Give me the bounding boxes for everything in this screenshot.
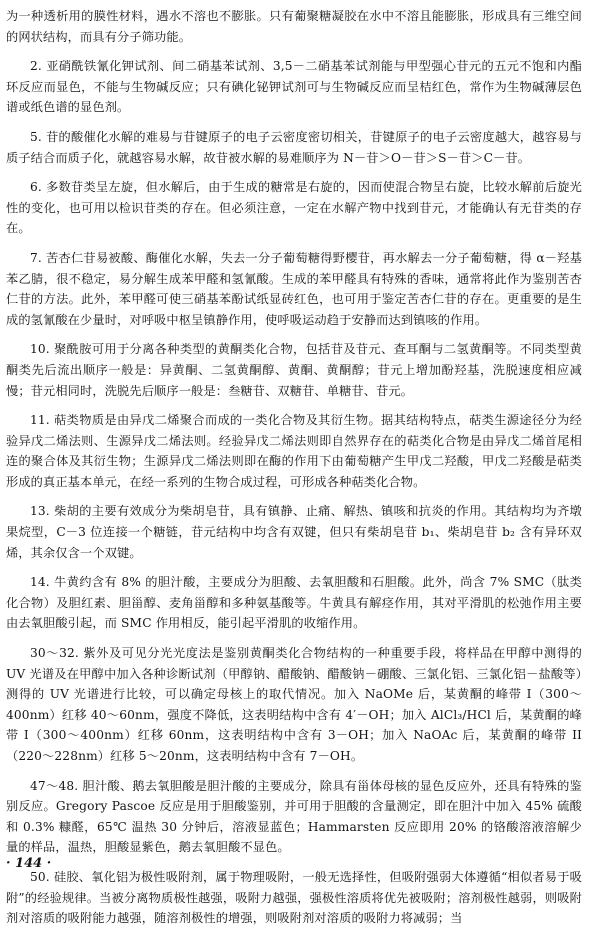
answer-50-explanation: 50. 硅胶、氧化铝为极性吸附剂，属于物理吸附，一般无选择性，但吸附强弱大体遵循“相似者易于吸附”的经验规律。当被分离物质极性越强，吸附力越强，强极性溶质将优先被吸附；溶剂极性越弱，则吸附剂对溶质的吸附能力越强，随溶剂极性的增强，则吸附剂对溶质的吸附力将减弱；当 <box>6 869 582 926</box>
answer-47-48-explanation: 47～48. 胆汁酸、鹅去氧胆酸是胆汁酸的主要成分，除具有甾体母核的显色反应外，还具有特殊的鉴别反应。Gregory Pascoe 反应是用于胆酸鉴别，并可用于胆酸的含量测定，即在胆汁中加入 45% 硫酸和 0.3% 糠醛，65℃ 温热 30 分钟后，溶液显蓝色；Hammarsten 反应即用 20% 的铬酸溶液溶解少量的样品，温热，胆酸显紫色，鹅去氧胆酸不显色。 <box>6 778 582 855</box>
answer-7-explanation: 7. 苦杏仁苷易被酸、酶催化水解，失去一分子葡萄糖得野樱苷，再水解去一分子葡萄糖，得 α－羟基苯乙腈，很不稳定，易分解生成苯甲醛和氢氰酸。生成的苯甲醛具有特殊的香味，通常将此作为鉴别苦杏仁苷的方法。此外，苯甲醛可使三硝基苯酚试纸显砖红色，也可用于鉴定苦杏仁苷的存在。更重要的是生成的氢氰酸在少量时，对呼吸中枢呈镇静作用，使呼吸运动趋于安静而达到镇咳的作用。 <box>6 250 582 327</box>
answer-14-explanation: 14. 牛黄约含有 8% 的胆汁酸，主要成分为胆酸、去氧胆酸和石胆酸。此外，尚含 7% SMC（肽类化合物）及胆红素、胆甾醇、麦角甾醇和多种氨基酸等。牛黄具有解痉作用，其对平滑肌的松弛作用主要由去氧胆酸引起，而 SMC 作用相反，能引起平滑肌的收缩作用。 <box>6 575 582 631</box>
answer-10-explanation: 10. 聚酰胺可用于分离各种类型的黄酮类化合物，包括苷及苷元、查耳酮与二氢黄酮等。不同类型黄酮类先后流出顺序一般是：异黄酮、二氢黄酮醇、黄酮、黄酮醇；苷元上增加酚羟基，洗脱速度相应减慢；苷元相同时，洗脱先后顺序一般是：叁糖苷、双糖苷、单糖苷、苷元。 <box>6 342 582 398</box>
body-text <box>6 6 582 938</box>
answer-5-explanation: 5. 苷的酸催化水解的难易与苷键原子的电子云密度密切相关，苷键原子的电子云密度越大，越容易与质子结合而质子化，就越容易水解，故苷被水解的易难顺序为 N－苷＞O－苷＞S－苷＞C－苷。 <box>6 129 582 165</box>
answer-13-explanation: 13. 柴胡的主要有效成分为柴胡皂苷，具有镇静、止痛、解热、镇咳和抗炎的作用。其结构均为齐墩果烷型，C－3 位连接一个糖链，苷元结构中均含有双键，但只有柴胡皂苷 b₁、柴胡皂苷 b₂ 含有异环双烯，其余仅含一个双键。 <box>6 504 582 560</box>
page-number: · 144 · <box>6 856 52 871</box>
answer-2-explanation: 2. 亚硝酰铁氰化钾试剂、间二硝基苯试剂、3,5－二硝基苯试剂能与甲型强心苷元的五元不饱和内酯环反应而显色，不能与生物碱反应；只有碘化铋钾试剂可与生物碱反应而呈桔红色，常作为生物碱薄层色谱或纸色谱的显色剂。 <box>6 59 582 115</box>
answer-11-explanation: 11. 萜类物质是由异戊二烯聚合而成的一类化合物及其衍生物。据其结构特点，萜类生源途径分为经验异戊二烯法则、生源异戊二烯法则。经验异戊二烯法则即自然界存在的萜类化合物是由异戊二烯首尾相连的聚合体及其衍生物；生源异戊二烯法则即在酶的作用下由葡萄糖产生甲戊二羟酸，甲戊二羟酸是萜类形成的真正基本单元，在经一系列的生物合成过程，可形成各种萜类化合物。 <box>6 413 582 489</box>
paragraph-continuation: 为一种透析用的膜性材料，遇水不溶也不膨胀。只有葡聚糖凝胶在水中不溶且能膨胀，形成具有三维空间的网状结构，而具有分子筛功能。 <box>6 9 582 44</box>
answer-30-32-explanation: 30～32. 紫外及可见分光光度法是鉴别黄酮类化合物结构的一种重要手段，将样品在甲醇中测得的 UV 光谱及在甲醇中加入各种诊断试剂（甲醇钠、醋酸钠、醋酸钠－硼酸、三氯化铝、三氯化铝－盐酸等）测得的 UV 光谱进行比较，可以确定母核上的取代情况。加入 NaOMe 后，某黄酮的峰带 I（300～400nm）红移 40～60nm，强度不降低，这表明结构中含有 4′－OH；加入 AlCl₃/HCl 后，某黄酮的峰带 I（300～400nm）红移 60nm，这表明结构中含有 3－OH；加入 NaOAc 后，某黄酮的峰带 II（220～228nm）红移 5～20nm，这表明结构中含有 7－OH。 <box>6 646 582 763</box>
answer-6-explanation: 6. 多数苷类呈左旋，但水解后，由于生成的糖常是右旋的，因而使混合物呈右旋，比较水解前后旋光性的变化，也可用以检识苷类的存在。但必须注意，一定在水解产物中找到苷元，才能确认有无苷类的存在。 <box>6 180 582 236</box>
